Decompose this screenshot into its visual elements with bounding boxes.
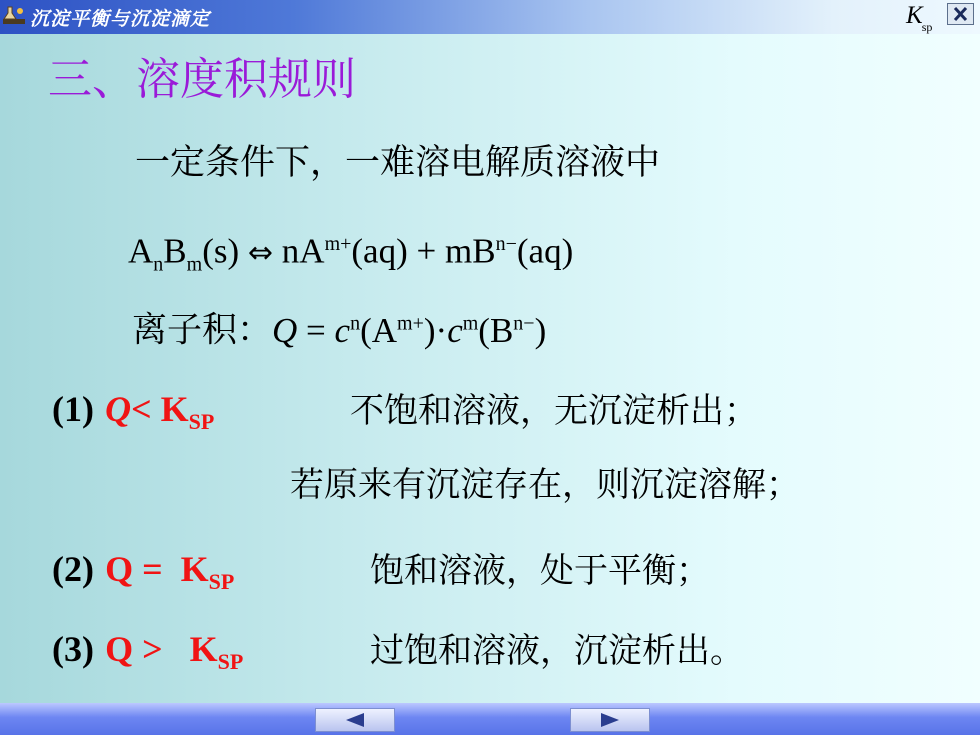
rule-3-number: (3) xyxy=(52,629,94,669)
eq-aq1: (aq) xyxy=(351,231,408,271)
ip-sup-mplus: m+ xyxy=(397,312,424,334)
ip-equals: = xyxy=(306,310,326,350)
ion-product-label: 离子积： xyxy=(132,310,273,351)
rule-2-k: K xyxy=(180,549,209,589)
eq-sub-n: n xyxy=(153,253,164,276)
eq-aq2: (aq) xyxy=(516,231,574,271)
arrow-right-icon xyxy=(571,709,649,731)
eq-b: B xyxy=(163,231,187,271)
rule-2-q: Q xyxy=(105,549,134,589)
flask-icon xyxy=(2,5,26,25)
eq-mb: mB xyxy=(445,231,496,271)
rule-3-text: 过饱和溶液，沉淀析出。 xyxy=(370,631,744,671)
rule-3-q: Q xyxy=(105,629,134,669)
ip-sup-m: m xyxy=(462,312,479,334)
rule-3-condition xyxy=(105,629,244,675)
next-button[interactable] xyxy=(570,708,650,732)
prev-button[interactable] xyxy=(315,708,395,732)
rule-2 xyxy=(52,546,234,605)
rule-2-condition xyxy=(105,549,235,595)
rule-1-k-sub: SP xyxy=(188,409,215,435)
eq-a: A xyxy=(128,231,154,271)
eq-na: nA xyxy=(281,231,325,271)
arrow-left-icon xyxy=(316,709,394,731)
rule-1-text-2: 若原来有沉淀存在，则沉淀溶解； xyxy=(290,465,800,505)
window-title: 沉淀平衡与沉淀滴定 xyxy=(30,8,211,30)
eq-plus: + xyxy=(416,231,437,271)
rule-3 xyxy=(52,626,243,685)
dissolution-equation xyxy=(128,221,573,288)
rule-2-text: 饱和溶液，处于平衡； xyxy=(370,551,710,591)
rule-2-k-sub: SP xyxy=(208,569,235,595)
close-icon xyxy=(948,4,973,24)
rule-1-k: K xyxy=(160,389,189,429)
rule-1-number: (1) xyxy=(52,389,94,429)
ksp-main: K xyxy=(906,2,923,29)
ksp-label xyxy=(906,2,946,32)
ip-b: (B xyxy=(478,310,514,350)
title-bar xyxy=(0,0,980,34)
eq-sup-mplus: m+ xyxy=(324,233,352,255)
rule-1 xyxy=(52,386,214,445)
ip-q: Q xyxy=(272,310,298,350)
ksp-sub: sp xyxy=(921,20,933,34)
eq-sup-nminus: n− xyxy=(495,233,517,255)
ip-dot: · xyxy=(435,310,448,350)
rule-2-operator: = xyxy=(142,549,163,589)
ip-sup-n: n xyxy=(350,312,361,334)
rule-3-k-sub: SP xyxy=(217,649,244,675)
ip-a: (A xyxy=(360,310,398,350)
ip-c2: c xyxy=(447,310,463,350)
ip-rp1: ) xyxy=(423,310,436,350)
ip-c1: c xyxy=(334,310,351,350)
ion-product-formula xyxy=(272,311,546,350)
rule-1-condition xyxy=(105,389,215,435)
ip-sup-nminus: n− xyxy=(513,312,535,334)
rule-3-operator: > xyxy=(142,629,163,669)
rule-1-operator: < xyxy=(131,389,152,429)
rule-3-k: K xyxy=(189,629,218,669)
rule-1-q: Q xyxy=(105,389,132,429)
close-button[interactable] xyxy=(947,3,974,25)
ip-rp2: ) xyxy=(534,310,547,350)
ion-product-line xyxy=(132,300,546,354)
rule-2-number: (2) xyxy=(52,549,94,589)
eq-sub-m: m xyxy=(186,253,203,276)
navigation-bar xyxy=(0,703,980,735)
rule-1-text: 不饱和溶液，无沉淀析出； xyxy=(350,391,758,431)
equilibrium-arrow: ⇔ xyxy=(247,235,274,271)
eq-solid: (s) xyxy=(202,231,240,271)
section-heading: 三、溶度积规则 xyxy=(48,54,356,105)
intro-text: 一定条件下，一难溶电解质溶液中 xyxy=(135,143,661,183)
